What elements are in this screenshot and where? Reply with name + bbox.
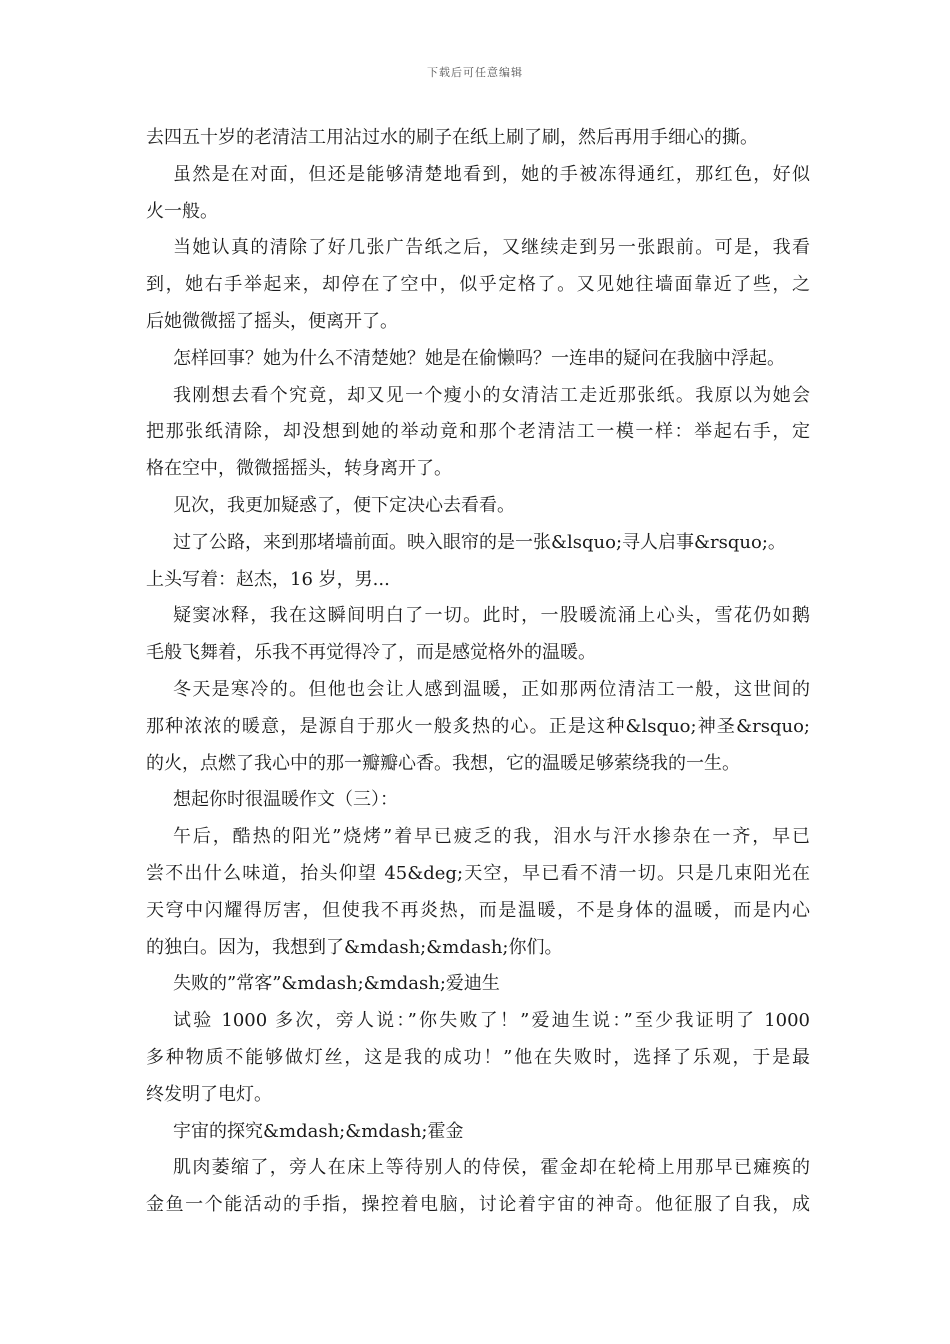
text-line: 失败的”常客”&mdash;&mdash;爱迪生 [173, 973, 500, 995]
text-line: 到，她右手举起来，却停在了空中，似乎定格了。又见她往墙面靠近了些，之 [146, 274, 810, 296]
text-line: 疑窦冰释，我在这瞬间明白了一切。此时，一股暖流涌上心头，雪花仍如鹅 [173, 605, 810, 627]
text-line: 虽然是在对面，但还是能够清楚地看到，她的手被冻得通红，那红色，好似 [173, 163, 810, 185]
text-line: 的火，点燃了我心中的那一瓣瓣心香。我想，它的温暖足够萦绕我的一生。 [146, 752, 740, 774]
text-line: 金鱼一个能活动的手指，操控着电脑，讨论着宇宙的神奇。他征服了自我，成 [146, 1194, 810, 1216]
document-body [146, 120, 810, 1224]
text-line: 那种浓浓的暖意，是源自于那火一般炙热的心。正是这种&lsquo;神圣&rsquo; [146, 715, 810, 737]
text-line: 肌肉萎缩了，旁人在床上等待别人的侍侯，霍金却在轮椅上用那早已瘫痪的 [173, 1157, 810, 1179]
text-line: 把那张纸清除，却没想到她的举动竟和那个老清洁工一模一样：举起右手，定 [146, 421, 810, 443]
text-line: 的独白。因为，我想到了&mdash;&mdash;你们。 [146, 936, 563, 958]
text-line: 尝不出什么味道，抬头仰望 45&deg;天空，早已看不清一切。只是几束阳光在 [146, 862, 810, 884]
text-line: 去四五十岁的老清洁工用沾过水的刷子在纸上刷了刷，然后再用手细心的撕。 [146, 127, 758, 148]
text-line: 终发明了电灯。 [146, 1083, 272, 1105]
text-line: 上头写着：赵杰，16 岁，男... [146, 568, 390, 590]
text-line: 怎样回事？她为什么不清楚她？她是在偷懒吗？一连串的疑问在我脑中浮起。 [173, 347, 785, 369]
text-line: 午后，酷热的阳光”烧烤”着早已疲乏的我，泪水与汗水掺杂在一齐，早已 [173, 826, 810, 848]
text-line: 后她微微摇了摇头，便离开了。 [146, 310, 398, 332]
text-line: 当她认真的清除了好几张广告纸之后，又继续走到另一张跟前。可是，我看 [173, 237, 810, 259]
text-line: 过了公路，来到那堵墙前面。映入眼帘的是一张&lsquo;寻人启事&rsquo;。 [173, 531, 786, 553]
text-line: 宇宙的探究&mdash;&mdash;霍金 [173, 1120, 464, 1142]
text-line: 冬天是寒冷的。但他也会让人感到温暖，正如那两位清洁工一般，这世间的 [173, 678, 810, 700]
text-line: 多种物质不能够做灯丝，这是我的成功！”他在失败时，选择了乐观，于是最 [146, 1046, 810, 1068]
text-line: 试验 1000 多次，旁人说：”你失败了！”爱迪生说：”至少我证明了 1000 [173, 1010, 810, 1032]
text-line: 毛般飞舞着，乐我不再觉得冷了，而是感觉格外的温暖。 [146, 642, 596, 664]
text-line: 天穹中闪耀得厉害，但使我不再炎热，而是温暖，不是身体的温暖，而是内心 [146, 899, 810, 921]
text-line: 火一般。 [146, 200, 218, 222]
text-line: 格在空中，微微摇摇头，转身离开了。 [146, 458, 452, 480]
text-line: 见次，我更加疑惑了，便下定决心去看看。 [173, 494, 515, 516]
text-line: 想起你时很温暖作文（三）： [173, 789, 398, 811]
page-header: 下载后可任意编辑 [427, 66, 523, 79]
text-line: 我刚想去看个究竟，却又见一个瘦小的女清洁工走近那张纸。我原以为她会 [173, 384, 810, 406]
